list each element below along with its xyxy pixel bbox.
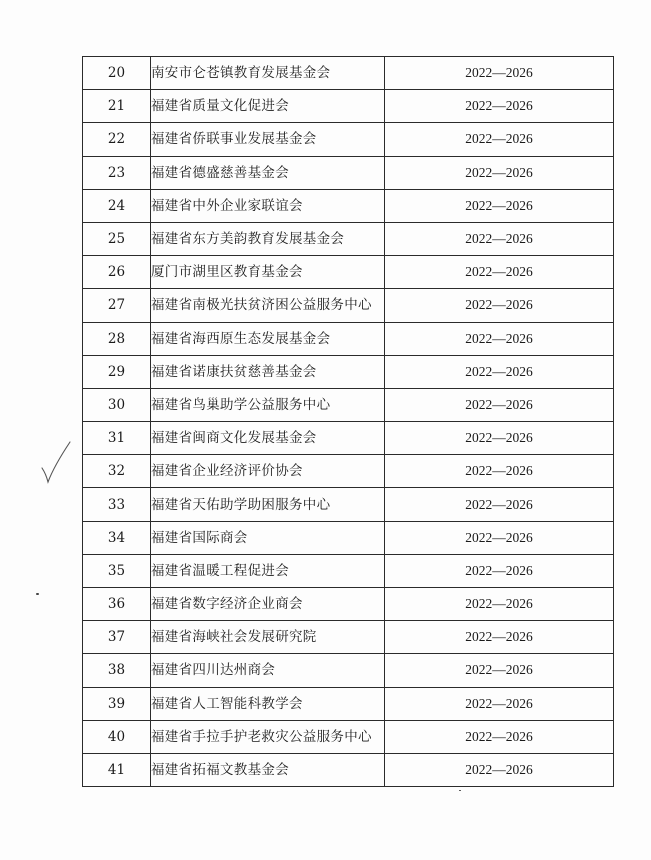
table-row [83,621,614,654]
term-period: 2022—2026 [385,455,614,488]
table-row [83,455,614,488]
row-number: 39 [83,687,151,720]
organization-name: 福建省天佑助学助困服务中心 [151,488,385,521]
term-period: 2022—2026 [385,687,614,720]
table-row [83,588,614,621]
row-number: 24 [83,189,151,222]
row-number: 25 [83,222,151,255]
table-row [83,123,614,156]
term-period: 2022—2026 [385,753,614,786]
table-row [83,554,614,587]
organization-name: 福建省闽商文化发展基金会 [151,422,385,455]
term-period: 2022—2026 [385,720,614,753]
handwritten-check-mark [38,438,72,484]
organization-name: 福建省诺康扶贫慈善基金会 [151,355,385,388]
organization-name: 福建省南极光扶贫济困公益服务中心 [151,289,385,322]
row-number: 28 [83,322,151,355]
term-period: 2022—2026 [385,289,614,322]
organization-name: 福建省四川达州商会 [151,654,385,687]
row-number: 27 [83,289,151,322]
row-number: 29 [83,355,151,388]
term-period: 2022—2026 [385,256,614,289]
organization-table [82,56,614,787]
row-number: 32 [83,455,151,488]
term-period: 2022—2026 [385,488,614,521]
organization-name: 厦门市湖里区教育基金会 [151,256,385,289]
organization-name: 福建省质量文化促进会 [151,90,385,123]
organization-name: 福建省温暖工程促进会 [151,554,385,587]
table-row [83,222,614,255]
organization-name: 福建省国际商会 [151,521,385,554]
organization-name: 福建省海西原生态发展基金会 [151,322,385,355]
row-number: 41 [83,753,151,786]
row-number: 22 [83,123,151,156]
organization-name: 福建省德盛慈善基金会 [151,156,385,189]
organization-name: 福建省手拉手护老救灾公益服务中心 [151,720,385,753]
row-number: 20 [83,57,151,90]
row-number: 40 [83,720,151,753]
term-period: 2022—2026 [385,521,614,554]
scan-speck [459,790,461,791]
term-period: 2022—2026 [385,388,614,421]
term-period: 2022—2026 [385,90,614,123]
term-period: 2022—2026 [385,422,614,455]
row-number: 35 [83,554,151,587]
table-row [83,388,614,421]
row-number: 30 [83,388,151,421]
term-period: 2022—2026 [385,554,614,587]
scan-speck [36,593,39,595]
row-number: 34 [83,521,151,554]
organization-name: 南安市仑苍镇教育发展基金会 [151,57,385,90]
term-period: 2022—2026 [385,123,614,156]
table-row [83,753,614,786]
table-row [83,355,614,388]
row-number: 38 [83,654,151,687]
term-period: 2022—2026 [385,222,614,255]
table-row [83,289,614,322]
organization-table-body [83,57,614,787]
row-number: 37 [83,621,151,654]
organization-name: 福建省侨联事业发展基金会 [151,123,385,156]
table-row [83,322,614,355]
row-number: 31 [83,422,151,455]
term-period: 2022—2026 [385,355,614,388]
organization-name: 福建省拓福文教基金会 [151,753,385,786]
row-number: 33 [83,488,151,521]
organization-name: 福建省人工智能科教学会 [151,687,385,720]
term-period: 2022—2026 [385,57,614,90]
organization-name: 福建省东方美韵教育发展基金会 [151,222,385,255]
term-period: 2022—2026 [385,156,614,189]
organization-name: 福建省鸟巢助学公益服务中心 [151,388,385,421]
organization-name: 福建省企业经济评价协会 [151,455,385,488]
table-row [83,189,614,222]
table-row [83,90,614,123]
table-row [83,521,614,554]
organization-name: 福建省数字经济企业商会 [151,588,385,621]
term-period: 2022—2026 [385,189,614,222]
term-period: 2022—2026 [385,654,614,687]
table-row [83,57,614,90]
row-number: 21 [83,90,151,123]
organization-name: 福建省中外企业家联谊会 [151,189,385,222]
table-row [83,687,614,720]
table-row [83,720,614,753]
table-row [83,488,614,521]
table-row [83,256,614,289]
row-number: 26 [83,256,151,289]
row-number: 36 [83,588,151,621]
term-period: 2022—2026 [385,621,614,654]
table-row [83,422,614,455]
term-period: 2022—2026 [385,588,614,621]
term-period: 2022—2026 [385,322,614,355]
organization-name: 福建省海峡社会发展研究院 [151,621,385,654]
row-number: 23 [83,156,151,189]
table-row [83,156,614,189]
table-row [83,654,614,687]
